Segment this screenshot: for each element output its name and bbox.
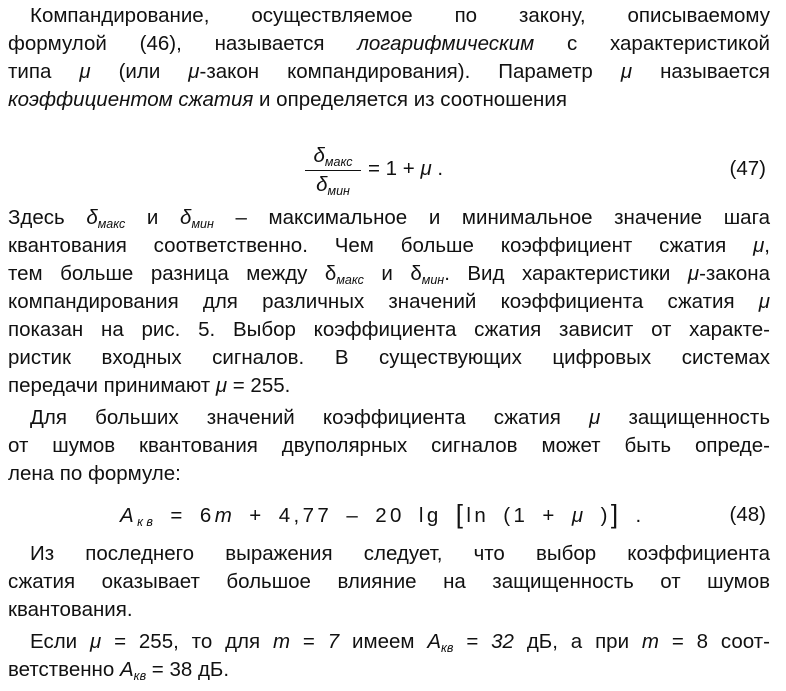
paragraph-line: тем больше разница между $\delta_{макс}$ и $\delta_{мин}$. Вид характеристики μ-закона [8, 262, 771, 287]
equation-48: $A_{кв} = 6m + 4,77 - 20$ lg [ln (1 + μ )] . [120, 499, 645, 529]
paragraph-line: Из последнего выражения следует, что выбор коэффициента [30, 542, 770, 565]
equation-47-rhs: = 1 + μ . [368, 157, 444, 180]
fraction-denominator: $\delta_{мин}$ [316, 173, 350, 198]
paragraph-line: компандирования для различных значений коэффициента сжатия μ [8, 290, 770, 313]
paragraph-line: типа μ (или μ-закон компандирования). Параметр μ называется [8, 60, 770, 83]
equation-47-fraction [303, 143, 363, 198]
paragraph-line: квантования соответственно. Чем больше коэффициент сжатия μ, [8, 234, 770, 257]
paragraph-line: Если μ = 255, то для m = 7 имеем $A_{кв} = 32$ дБ, а при m = 8 соот- [30, 630, 770, 655]
paragraph-line: коэффициентом сжатия и определяется из соотношения [8, 88, 567, 111]
equation-number-47: (47) [729, 157, 766, 180]
paragraph-line: от шумов квантования двуполярных сигналов может быть опреде- [8, 434, 770, 457]
paragraph-line: лена по формуле: [8, 462, 181, 485]
paragraph-line: формулой (46), называется логарифмическим с характеристикой [8, 32, 770, 55]
paragraph-line: квантования. [8, 598, 133, 621]
paragraph-line: сжатия оказывает большое влияние на защищенность от шумов [8, 570, 770, 593]
paragraph-line: показан на рис. 5. Выбор коэффициента сжатия зависит от характе- [8, 318, 770, 341]
paragraph-line: Для больших значений коэффициента сжатия μ защищенность [30, 406, 771, 429]
paragraph-line: Здесь $\delta_{макс}$ и $\delta_{мин}$ – максимальное и минимальное значение шага [8, 206, 771, 231]
paragraph-line: передачи принимают μ = 255. [8, 374, 291, 397]
fraction-numerator: $\delta_{макс}$ [313, 144, 353, 169]
equation-number-48: (48) [729, 503, 766, 526]
paragraph-line: Компандирование, осуществляемое по закону, описываемому [30, 4, 770, 27]
paragraph-line: ристик входных сигналов. В существующих цифровых системах [8, 346, 770, 369]
paragraph-line: ветственно $A_{кв} = 38$ дБ. [8, 658, 230, 683]
fraction-bar [305, 170, 361, 171]
